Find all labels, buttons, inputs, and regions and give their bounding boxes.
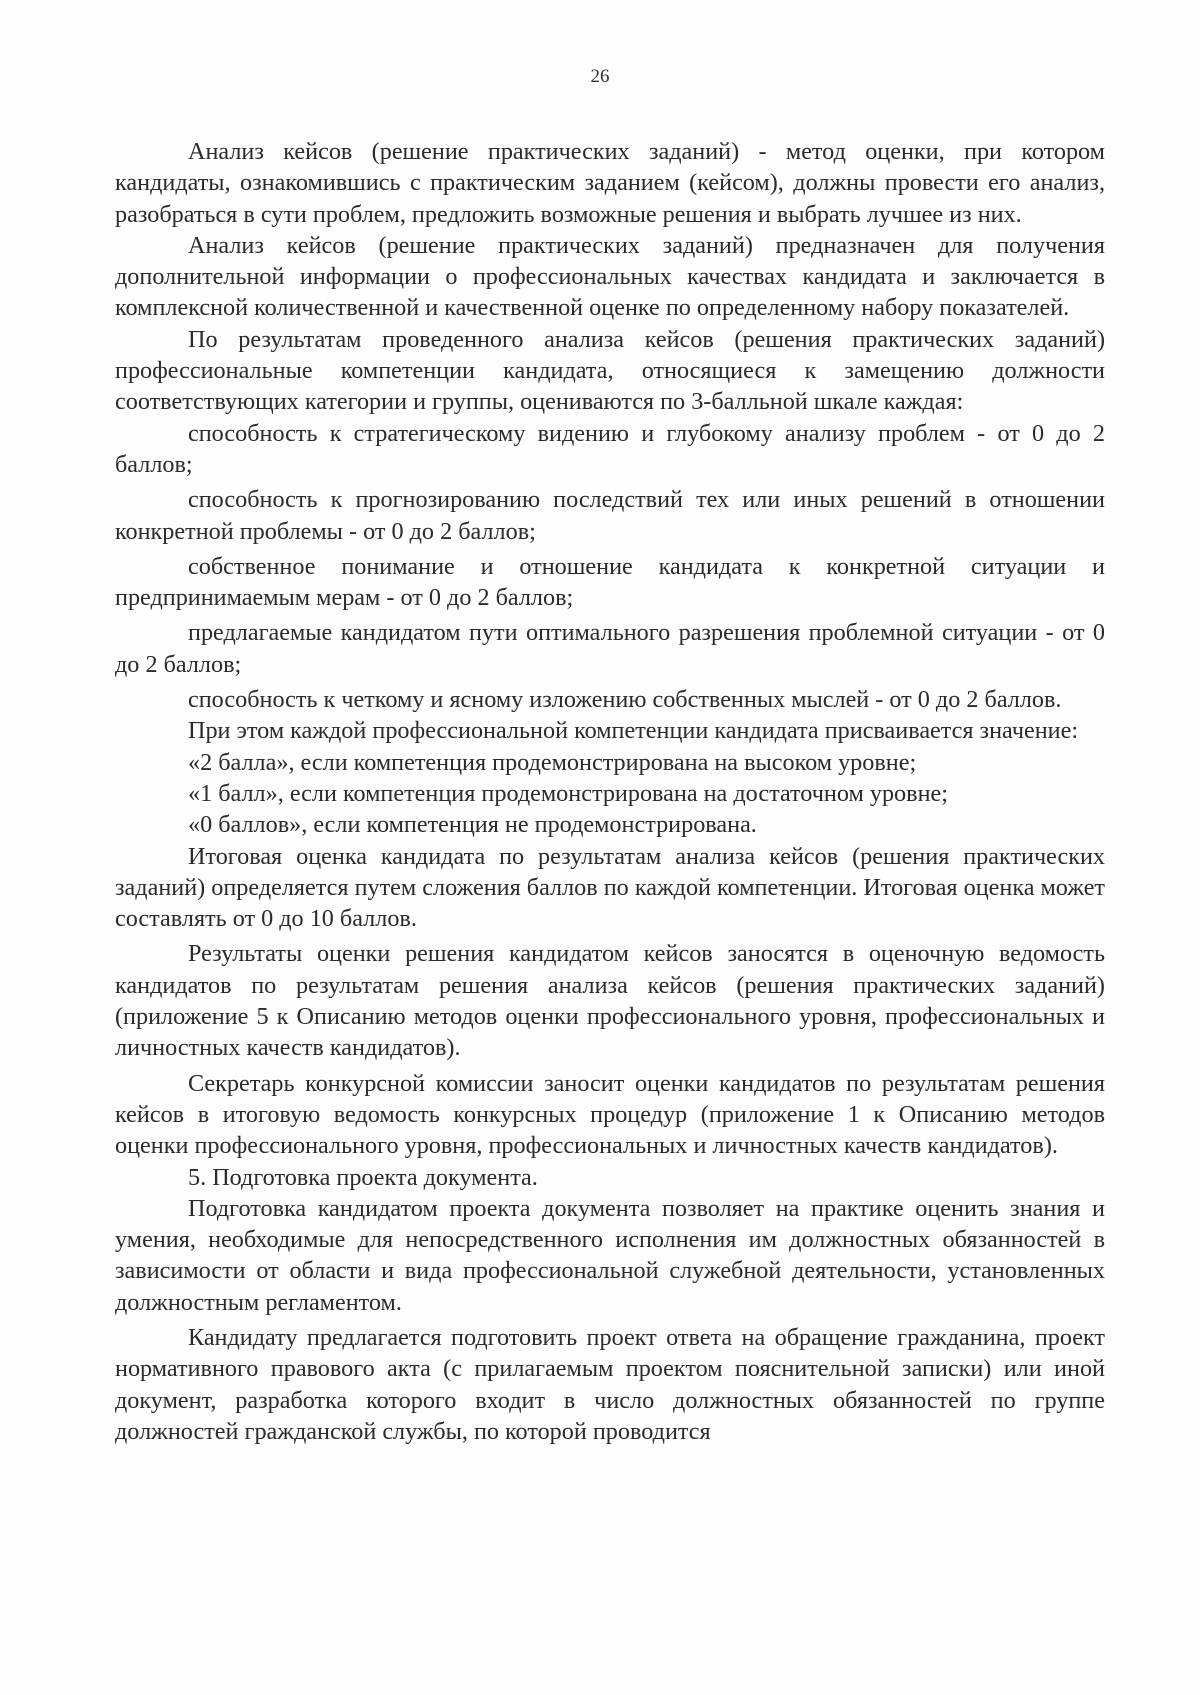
paragraph: Секретарь конкурсной комиссии заносит оценки кандидатов по результатам решения кейсов в итоговую ведомость конкурсных процедур (приложение 1 к Описанию методов оценки профессионального уровня, профессиональных и личностных качеств кандидатов). — [115, 1069, 1105, 1160]
list-item: предлагаемые кандидатом пути оптимального разрешения проблемной ситуации - от 0 до 2 баллов; — [115, 619, 1105, 678]
list-item: «0 баллов», если компетенция не продемонстрирована. — [188, 811, 757, 839]
paragraph: Анализ кейсов (решение практических заданий) предназначен для получения дополнительной информации о профессиональных качествах кандидата и заключается в комплексной количественной и качественной оценке по определенному набору показателей. — [115, 231, 1105, 322]
list-item: способность к прогнозированию последствий тех или иных решений в отношении конкретной проблемы - от 0 до 2 баллов; — [115, 486, 1105, 545]
paragraph: Результаты оценки решения кандидатом кейсов заносятся в оценочную ведомость кандидатов по результатам решения анализа кейсов (решения практических заданий) (приложение 5 к Описанию методов оценки профессионального уровня, профессиональных и личностных качеств кандидатов). — [115, 940, 1105, 1062]
paragraph: При этом каждой профессиональной компетенции кандидата присваивается значение: — [188, 717, 1079, 745]
list-item: способность к четкому и ясному изложению собственных мыслей - от 0 до 2 баллов. — [188, 686, 1062, 714]
section-heading: 5. Подготовка проекта документа. — [188, 1163, 538, 1191]
paragraph: По результатам проведенного анализа кейсов (решения практических заданий) профессиональные компетенции кандидата, относящиеся к замещению должности соответствующих категории и группы, оцениваются по 3-балльной шкале каждая: — [115, 325, 1105, 416]
paragraph: Кандидату предлагается подготовить проект ответа на обращение гражданина, проект нормативного правового акта (с прилагаемым проектом пояснительной записки) или иной документ, разработка которого входит в число должностных обязанностей по группе должностей гражданской службы, по которой проводится — [115, 1323, 1105, 1445]
list-item: собственное понимание и отношение кандидата к конкретной ситуации и предпринимаемым мерам - от 0 до 2 баллов; — [115, 552, 1105, 612]
paragraph: Анализ кейсов (решение практических заданий) - метод оценки, при котором кандидаты, ознакомившись с практическим заданием (кейсом), должны провести его анализ, разобраться в сути проблем, предложить возможные решения и выбрать лучшее из них. — [115, 138, 1105, 228]
paragraph: Итоговая оценка кандидата по результатам анализа кейсов (решения практических заданий) определяется путем сложения баллов по каждой компетенции. Итоговая оценка может составлять от 0 до 10 баллов. — [115, 842, 1105, 933]
document-body — [115, 136, 1105, 1447]
paragraph: Подготовка кандидатом проекта документа позволяет на практике оценить знания и умения, необходимые для непосредственного исполнения им должностных обязанностей в зависимости от области и вида профессиональной служебной деятельности, установленных должностным регламентом. — [115, 1194, 1105, 1316]
list-item: «1 балл», если компетенция продемонстрирована на достаточном уровне; — [188, 779, 948, 807]
list-item: способность к стратегическому видению и глубокому анализу проблем - от 0 до 2 баллов; — [115, 419, 1105, 478]
page-number: 26 — [590, 66, 610, 87]
list-item: «2 балла», если компетенция продемонстрирована на высоком уровне; — [188, 748, 917, 776]
